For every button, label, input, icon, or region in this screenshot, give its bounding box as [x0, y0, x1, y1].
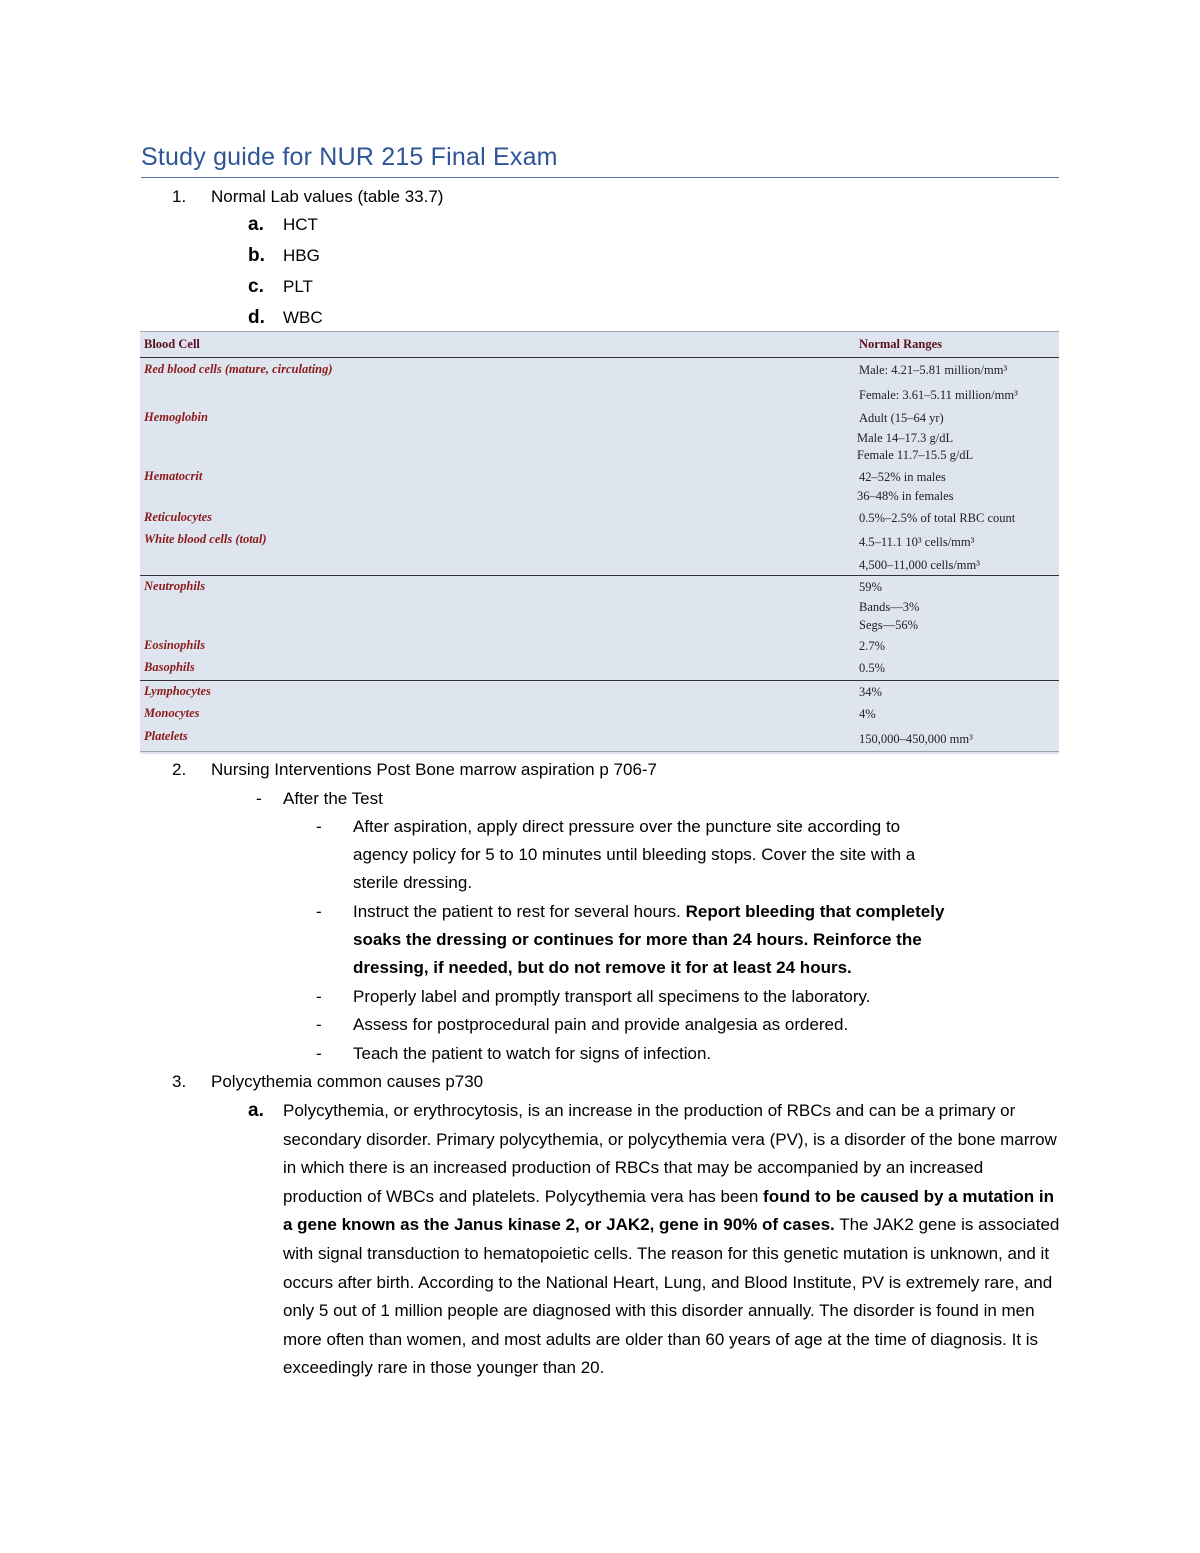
table-cell-value: 150,000–450,000 mm³: [859, 732, 973, 746]
table-cell-name: Hemoglobin: [144, 410, 208, 424]
table-cell-value: Female: 3.61–5.11 million/mm³: [859, 388, 1018, 402]
table-cell-value: 4,500–11,000 cells/mm³: [859, 558, 980, 572]
bullet-text: sterile dressing.: [353, 873, 473, 892]
bullet-bold: dressing, if needed, but do not remove it for at least 24 hours.: [353, 958, 852, 977]
table-cell-value: Adult (15–64 yr): [859, 411, 944, 425]
paragraph-bold: found to be caused by a mutation in a gene known as the Janus kinase 2, or JAK2, gene in 90% of cases.: [283, 1186, 1054, 1235]
bullet-dash: -: [316, 987, 322, 1006]
table-header: Normal Ranges: [859, 337, 942, 351]
table-divider: [140, 680, 1059, 681]
table-cell-value: Segs—56%: [859, 618, 919, 632]
table-divider: [140, 575, 1059, 576]
table-cell-name: White blood cells (total): [144, 532, 267, 546]
paragraph-text: The JAK2 gene is associated with signal transduction to hematopoietic cells. The reason for this genetic mutation is unknown, and it occurs after birth. According to the National Heart, Lung, and Blood Institute, PV is extremely rare, and only 5 out of 1 million people are diagnosed with this disorder annually. The disorder is found in men more often than women, and most adults are older than 60 years of age at the time of diagnosis. It is exceedingly rare in those younger than 20.: [283, 1215, 1060, 1378]
table-cell-name: Monocytes: [144, 706, 200, 720]
bullet-dash: -: [316, 1015, 322, 1034]
table-cell-value: Female 11.7–15.5 g/dL: [857, 448, 974, 462]
table-cell-value: 42–52% in males: [859, 470, 946, 484]
bullet-text: agency policy for 5 to 10 minutes until bleeding stops. Cover the site with a: [353, 845, 916, 864]
table-cell-value: 2.7%: [859, 639, 886, 653]
paragraph-text: Polycythemia, or erythrocytosis, is an increase in the production of RBCs and can be a primary or secondary disorder. Primary polycythemia, or polycythemia vera (PV), is a disorder of the bone marrow in which there is an increased production of RBCs that may be accompanied by an increased production of WBCs and platelets. Polycythemia vera has been: [283, 1101, 1057, 1206]
table-cell-name: Hematocrit: [144, 469, 203, 483]
table-cell-name: Reticulocytes: [144, 510, 213, 524]
bullet-plain: Instruct the patient to rest for several hours.: [353, 902, 686, 921]
table-cell-name: Eosinophils: [144, 638, 206, 652]
table-cell-value: Bands—3%: [859, 600, 920, 614]
list-letter: a.: [248, 214, 264, 235]
table-cell-name: Lymphocytes: [144, 684, 211, 698]
bullet-text: [353, 898, 944, 926]
section-number: 3.: [172, 1072, 187, 1091]
bullet-dash: -: [316, 1044, 322, 1063]
blood-cell-table: [140, 331, 1059, 754]
bullet-bold: Report bleeding that completely: [685, 902, 945, 921]
list-item: PLT: [283, 277, 313, 296]
table-cell-value: Male 14–17.3 g/dL: [857, 431, 954, 445]
table-cell-value: 0.5%: [859, 661, 886, 675]
list-letter: d.: [248, 307, 265, 328]
table-header: Blood Cell: [144, 337, 200, 351]
table-divider: [140, 357, 1059, 358]
table-cell-name: Neutrophils: [144, 579, 206, 593]
bullet-text: Teach the patient to watch for signs of infection.: [353, 1044, 712, 1063]
list-item: HCT: [283, 215, 318, 234]
bullet-bold: soaks the dressing or continues for more than 24 hours. Reinforce the: [353, 930, 922, 949]
subheading: After the Test: [283, 789, 383, 808]
table-cell-name: Platelets: [144, 729, 188, 743]
table-cell-name: Basophils: [144, 660, 195, 674]
bullet-text: Assess for postprocedural pain and provide analgesia as ordered.: [353, 1015, 849, 1034]
bullet-dash: -: [256, 789, 262, 808]
bullet-text: Properly label and promptly transport all specimens to the laboratory.: [353, 987, 871, 1006]
table-divider: [140, 751, 1059, 752]
table-cell-value: 0.5%–2.5% of total RBC count: [859, 511, 1016, 525]
table-divider: [140, 331, 1059, 332]
section-number: 2.: [172, 760, 187, 779]
table-cell-name: Red blood cells (mature, circulating): [144, 362, 333, 376]
bullet-dash: -: [316, 817, 322, 836]
section-heading: Nursing Interventions Post Bone marrow aspiration p 706-7: [211, 760, 658, 779]
table-cell-value: 4%: [859, 707, 876, 721]
list-letter: c.: [248, 276, 264, 297]
section-heading: Normal Lab values (table 33.7): [211, 187, 444, 206]
list-item: WBC: [283, 308, 323, 327]
bullet-text: After aspiration, apply direct pressure over the puncture site according to: [353, 817, 901, 836]
list-item: HBG: [283, 246, 320, 265]
page-title: Study guide for NUR 215 Final Exam: [141, 143, 1059, 178]
table-cell-value: 34%: [859, 685, 882, 699]
table-cell-value: Male: 4.21–5.81 million/mm³: [859, 363, 1008, 377]
polycythemia-paragraph: [283, 1097, 1063, 1383]
bullet-dash: -: [316, 902, 322, 921]
list-letter: a.: [248, 1100, 264, 1121]
table-cell-value: 59%: [859, 580, 882, 594]
table-cell-value: 36–48% in females: [857, 489, 954, 503]
section-heading: Polycythemia common causes p730: [211, 1072, 484, 1091]
list-letter: b.: [248, 245, 265, 266]
section-number: 1.: [172, 187, 187, 206]
table-cell-value: 4.5–11.1 10³ cells/mm³: [859, 535, 975, 549]
